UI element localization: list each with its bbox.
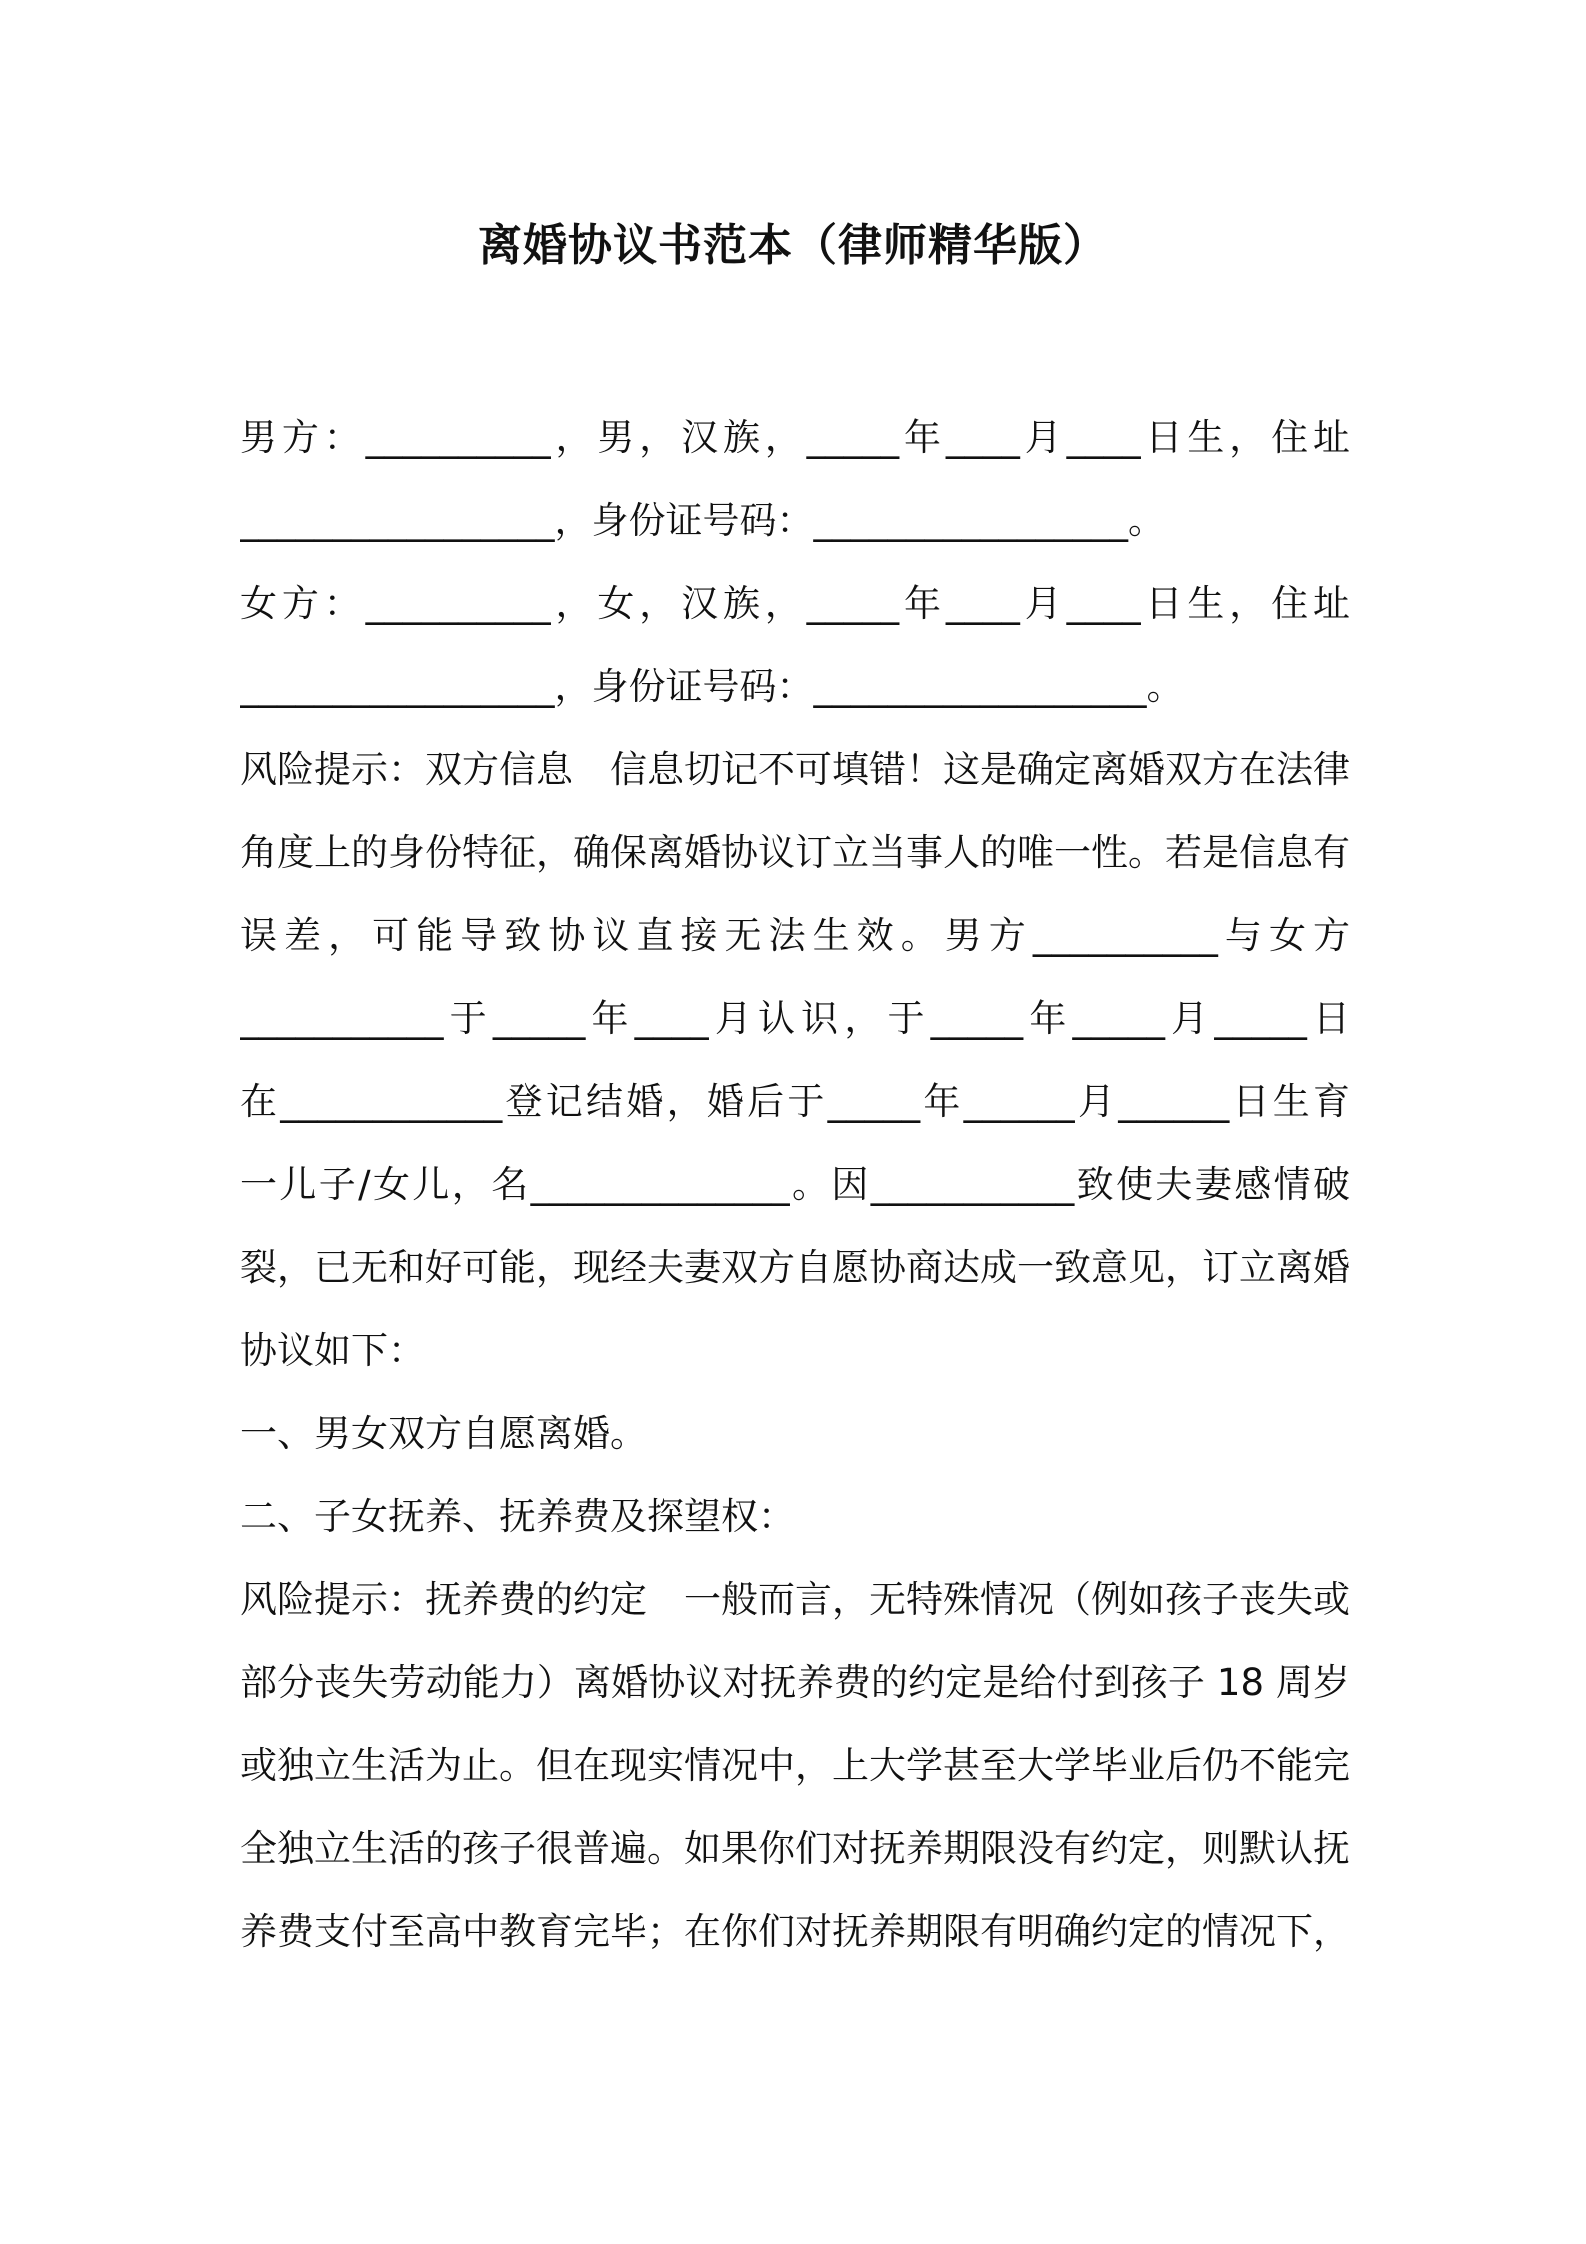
text-line: 在____________登记结婚，婚后于_____年______月______日生育: [240, 1080, 1350, 1123]
text-line: ___________于_____年____月认识，于_____年_____月_____日: [240, 997, 1350, 1040]
text-line: 风险提示：双方信息 信息切记不可填错！这是确定离婚双方在法律: [240, 748, 1350, 791]
text-line: 部分丧失劳动能力）离婚协议对抚养费的约定是给付到孩子 18 周岁: [240, 1661, 1350, 1704]
text-line: 女方：__________，女，汉族，_____年____月____日生，住址: [240, 582, 1350, 625]
text-line: 角度上的身份特征，确保离婚协议订立当事人的唯一性。若是信息有: [240, 831, 1350, 874]
text-line: _________________，身份证号码：__________________。: [240, 665, 1184, 708]
text-line: 协议如下：: [240, 1329, 425, 1372]
text-line: 误差，可能导致协议直接无法生效。男方__________与女方: [240, 914, 1350, 957]
text-line: 养费支付至高中教育完毕；在你们对抚养期限有明确约定的情况下，: [240, 1910, 1350, 1953]
text-line: 男方：__________，男，汉族，_____年____月____日生，住址: [240, 416, 1350, 459]
text-line: _________________，身份证号码：_________________。: [240, 499, 1165, 542]
section-heading: 二、子女抚养、抚养费及探望权：: [240, 1495, 795, 1538]
text-line: 一儿子/女儿，名______________。因___________致使夫妻感情破: [240, 1163, 1350, 1206]
text-line: 裂，已无和好可能，现经夫妻双方自愿协商达成一致意见，订立离婚: [240, 1246, 1350, 1289]
document-title: 离婚协议书范本（律师精华版）: [478, 220, 1108, 271]
text-line: 或独立生活为止。但在现实情况中，上大学甚至大学毕业后仍不能完: [240, 1744, 1350, 1787]
text-line: 风险提示：抚养费的约定 一般而言，无特殊情况（例如孩子丧失或: [240, 1578, 1350, 1621]
section-heading: 一、男女双方自愿离婚。: [240, 1412, 647, 1455]
text-line: 全独立生活的孩子很普遍。如果你们对抚养期限没有约定，则默认抚: [240, 1827, 1350, 1870]
